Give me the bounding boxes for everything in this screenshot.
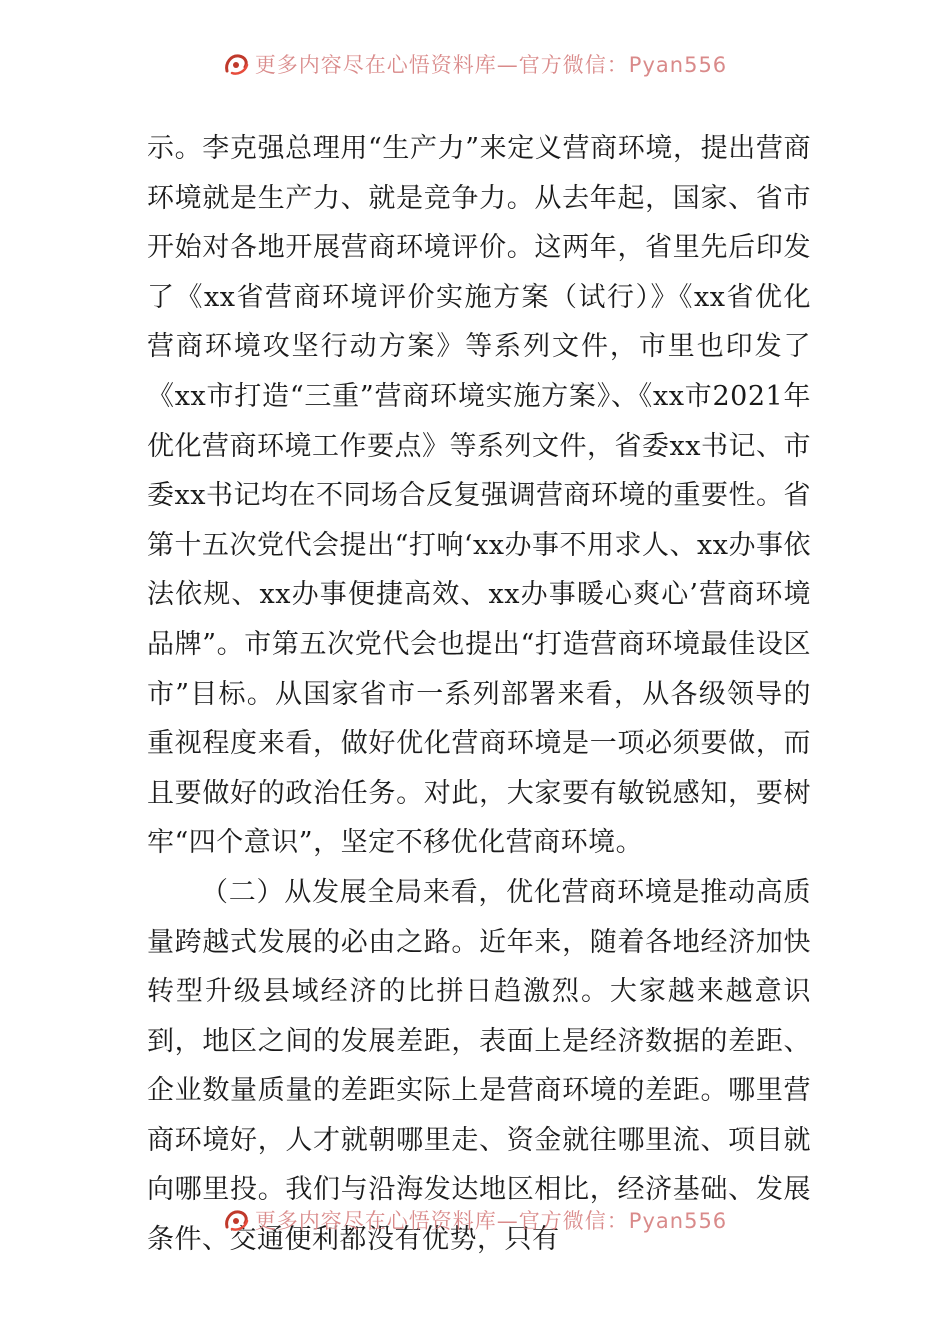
footer-watermark-banner xyxy=(0,1202,950,1238)
paragraph-1: 示。李克强总理用“生产力”来定义营商环境，提出营商环境就是生产力、就是竞争力。从去年起，国家、省市开始对各地开展营商环境评价。这两年，省里先后印发了《xx省营商环境评价实施方案（试行）》《xx省优化营商环境攻坚行动方案》等系列文件，市里也印发了《xx市打造“三重”营商环境实施方案》、《xx市2021年优化营商环境工作要点》等系列文件，省委xx书记、市委xx书记均在不同场合反复强调营商环境的重要性。省第十五次党代会提出“打响‘xx办事不用求人、xx办事依法依规、xx办事便捷高效、xx办事暖心爽心’营商环境品牌”。市第五次党代会也提出“打造营商环境最佳设区市”目标。从国家省市一系列部署来看，从各级领导的重视程度来看，做好优化营商环境是一项必须要做，而且要做好的政治任务。对此，大家要有敏锐感知，要树牢“四个意识”，坚定不移优化营商环境。 xyxy=(147,133,811,859)
brand-logo-icon xyxy=(223,51,251,77)
document-body xyxy=(147,124,811,1265)
header-watermark-text: 更多内容尽在心悟资料库—官方微信：Pyan556 xyxy=(254,53,728,77)
footer-watermark-text: 更多内容尽在心悟资料库—官方微信：Pyan556 xyxy=(254,1209,728,1233)
header-watermark-banner xyxy=(0,46,950,82)
paragraph-2: （二）从发展全局来看，优化营商环境是推动高质量跨越式发展的必由之路。近年来，随着各地经济加快转型升级县域经济的比拼日趋激烈。大家越来越意识到，地区之间的发展差距，表面上是经济数据的差距、企业数量质量的差距实际上是营商环境的差距。哪里营商环境好，人才就朝哪里走、资金就往哪里流、项目就向哪里投。我们与沿海发达地区相比，经济基础、发展条件、交通便利都没有优势，只有 xyxy=(147,876,811,1256)
brand-logo-icon xyxy=(223,1207,251,1233)
